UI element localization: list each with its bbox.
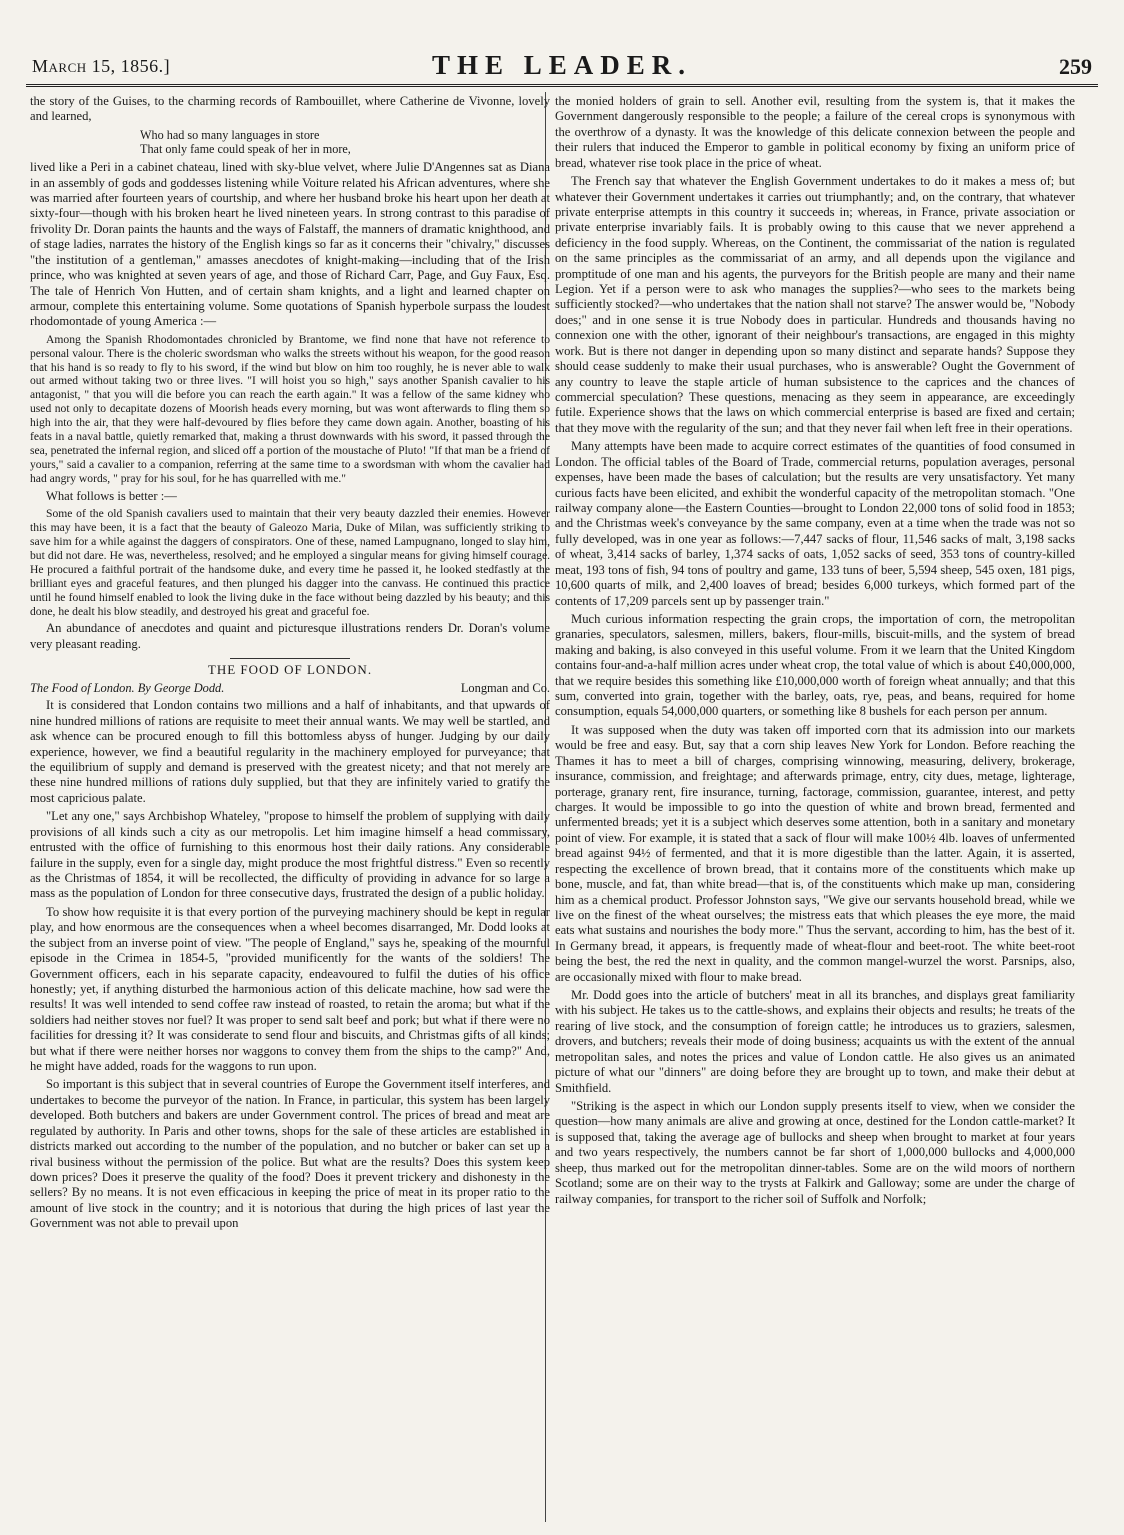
paragraph: To show how requisite it is that every portion of the purveying machinery should be kept in regular play, and how enormous are the consequences when a wheel becomes disarranged, Mr. Dodd looks at the subject from an inverse point of view. "The people of England," says he, speaking of the mournful episode in the Crimea in 1854-5, "provided munificently for the wants of the soldiers! The Government officers, each in his separate capacity, endeavoured to fulfil the duties of his office honestly; yet, if anything disturbed the harmonious action of this delicate machine, how sad were the results! It was well intended to send coffee raw instead of roasted, to retain the aroma; but what if the soldiers had neither stoves nor fuel? It was proper to send salt beef and pork; but what if there were no facilities for dressing it? It was considerate to send flour and biscuits, and Christmas gifts of all kinds; but what if there were neither horses nor waggons to convey them from the ships to the camp?" And, he might have added, roads for the waggons to run upon. xyxy=(30,904,550,1074)
verse-quote xyxy=(140,128,550,157)
page-header xyxy=(26,46,1098,87)
paragraph: lived like a Peri in a cabinet chateau, lined with sky-blue velvet, where Julie D'Angennes sat as Diana in an assembly of gods and goddesses listening while Voiture related his African adventures, where she was married after fourteen years of courtship, and where her husband broke his heart upon her death at sixty-four—though with his broken heart he lived nineteen years. In strong contrast to this paradise of frivolity Dr. Doran paints the haunts and the ways of Falstaff, the manners of dramatic knighthood, and of stage ladies, narrates the history of the English kings so far as it concerns their "chivalry," discusses "the institution of a gentleman," amasses anecdotes of knight-making—including that of the Irish prince, who was knighted at seven years of age, and those of Richard Carr, Page, and Guy Faux, Esq. The tale of Henrich Von Hutten, and of certain sham knights, and a light and learned chapter on armour, complete this entertaining volume. Some quotations of Spanish hyperbole surpass the loudest rhodomontade of young America :— xyxy=(30,160,550,329)
left-column xyxy=(30,94,550,1235)
section-rule xyxy=(230,658,350,659)
paragraph: "Let any one," says Archbishop Whateley, "propose to himself the problem of supplying with daily provisions of all kinds such a city as our metropolis. Let him imagine himself a head commissary, entrusted with the office of furnishing to this enormous host their daily rations. Any considerable failure in the supply, even for a single day, might produce the most frightful distress." Even so recently as the Christmas of 1854, it will be recollected, the difficulty of providing in advance for so large a mass as the population of London for three consecutive days, frustrated the design of a public holiday. xyxy=(30,809,550,901)
paragraph: Mr. Dodd goes into the article of butchers' meat in all its branches, and displays great familiarity with his subject. He takes us to the cattle-shows, and explains their objects and results; he treats of the rearing of live stock, and the consumption of foreign cattle; he introduces us to graziers, salesmen, drovers, and butchers; reveals their mode of doing business; acquaints us with the extent of the annual metropolitan sales, and notes the prices and value of London cattle. He also gives us an animated picture of what our "dinners" are doing before they are brought up to town, and make their debut at Smithfield. xyxy=(555,988,1075,1095)
quoted-passage: Among the Spanish Rhodomontades chronicled by Brantome, we find none that have not reference to personal valour. There is the choleric swordsman who walks the streets without his weapon, for the good reason that his hand is so ready to fly to his sword, if the wind but blow on him too roughly, he is never able to walk out armed without taking two or three lives. "I will hoist you so high," says another Spanish cavalier to his antagonist, " that you will die before you can reach the earth again." It was a fellow of the same kidney who used not only to decapitate dozens of Moorish heads every morning, but was wont afterwards to fling them so high into the air, that they were half-devoured by flies before they came down again. Another, boasting of his feats in a naval battle, quietly remarked that, making a thrust downwards with his sword, it passed through the sea, penetrated the infernal region, and sliced off a portion of the moustache of Pluto! "If that man be a friend of yours," said a cavalier to a companion, referring at the same time to a swordsman with whom the cavalier had had angry words, " pray for his soul, for he has quarrelled with me." xyxy=(30,332,550,485)
paragraph: Much curious information respecting the grain crops, the importation of corn, the metropolitan granaries, speculators, salesmen, millers, bakers, flour-mills, biscuit-mills, and the system of bread making and baking, is also conveyed in this useful volume. From it we learn that the United Kingdom contains four-and-a-half million acres under wheat crop, the total value of which is about £40,000,000, that we require besides this something like £10,000,000 worth of foreign wheat annually; and that this sum, converted into grain, together with the barley, oats, rye, peas, and beans, required for home consumption, equals 54,000,000 quarters, or something like 8 bushels for each person per annum. xyxy=(555,611,1075,719)
paragraph: "Striking is the aspect in which our London supply presents itself to view, when we consider the question—how many animals are alive and growing at once, destined for the London cattle-market? It is supposed that, taking the average age of bullocks and sheep when brought to market at four years and two years respectively, the numbers cannot be far short of 1,000,000 bullocks and 4,000,000 sheep, thus marked out for the metropolitan dinner-tables. Some are on the wild moors of northern Scotland; some are on their way to the trysts at Falkirk and Galloway; some are under the charge of railway companies, for transport to the richer soil of Suffolk and Norfolk; xyxy=(555,1099,1075,1206)
paragraph: The French say that whatever the English Government undertakes to do it makes a mess of; but whatever their Government undertakes it carries out triumphantly; and, on the contrary, that whatever private enterprise attempts in this country it succeeds in; whereas, in France, private association or private enterprise invariably fails. It is probably owing to this cause that we never apprehend a deficiency in the food supply. Whereas, on the Continent, the commissariat of the nation is regulated on the same principles as the commissariat of an army, and all depends upon the vigilance and promptitude of one man and his agents, the purveyors for the British people are many and their name Legion. Yet if a person were to ask who manages the supplies?—who sees to the markets being sufficiently stocked?—who undertakes that the nation shall not starve? The answer would be, "Nobody does;" and in one sense it is true Nobody does in particular. Hundreds and thousands having no connexion one with the other, ignorant of their neighbour's transactions, are engaged in this mighty work. But is there not danger in depending upon so many distinct and separate hands? Suppose they should cease suddenly to make their usual purchases, who is answerable? Ought the Government of any country to leave the staple article of human subsistence to the caprices and the chances of commercial speculation? These questions, menacing as they seem in appearance, are exceedingly futile. Experience shows that the laws on which commercial enterprise is based are fixed and certain; that they move with the regularity of the sun; and that they never fail when left free in their operations. xyxy=(555,174,1075,435)
masthead-title: THE LEADER. xyxy=(431,50,693,80)
paragraph: An abundance of anecdotes and quaint and picturesque illustrations renders Dr. Doran's volume very pleasant reading. xyxy=(30,621,550,651)
book-publisher: Longman and Co. xyxy=(460,681,550,696)
page-number: 259 xyxy=(1059,54,1092,79)
paragraph: So important is this subject that in several countries of Europe the Government itself interferes, and undertakes to become the purveyor of the nation. In France, in particular, this system has been largely developed. Both butchers and bakers are under Government control. The prices of bread and meat are regulated by authority. In Paris and other towns, shops for the sale of these articles are established in districts marked out according to the number of the population, and no butcher or baker can set up a rival business without the permission of the police. But what are the results? Does this system keep down prices? Does it preserve the quality of the food? Does it prevent trickery and dishonesty in the sellers? By no means. It is not even efficacious in keeping the price of meat in its proper ratio to the amount of live stock in the country; and it is notorious that during the high prices of last year the Government was not able to prevail upon xyxy=(30,1077,550,1231)
quoted-passage: Some of the old Spanish cavaliers used to maintain that their very beauty dazzled their enemies. However this may have been, it is a fact that the beauty of Galeozo Maria, Duke of Milan, was sufficiently striking to save him for a while against the daggers of conspirators. One of these, named Lampugnano, longed to slay him, but did not dare. He was, nevertheless, resolved; and he employed a singular means for giving himself courage. He procured a faithful portrait of the handsome duke, and every time he passed it, he looked stedfastly at the brilliant eyes and graceful features, and then plunged his dagger into the canvass. He continued this practice until he found himself enabled to look the living duke in the face without being dazzled by his beauty; and this done, he dealt his blow steadily, and destroyed his great and graceful foe. xyxy=(30,507,550,618)
paragraph: It is considered that London contains two millions and a half of inhabitants, and that upwards of nine hundred millions of rations are requisite to meet their annual wants. We may well be startled, and ask whence can be procured enough to fill this bottomless abyss of hunger. Judging by our daily experience, however, we find a beautiful regularity in the machinery employed for purveyance; that the equilibrium of supply and demand is preserved with the greatest nicety; and that not merely are these nine hundred millions of rations duly supplied, but that they are infinitely varied to gratify the most capricious palate. xyxy=(30,698,550,805)
verse-line: That only fame could speak of her in more, xyxy=(140,142,351,157)
paragraph: What follows is better :— xyxy=(46,488,177,503)
right-column xyxy=(555,94,1075,1210)
paragraph: the monied holders of grain to sell. Another evil, resulting from the system is, that it makes the Government dangerously responsible to the people; a failure of the cereal crops is synonymous with the overthrow of a dynasty. It was the knowledge of this delicate connexion between the people and their rulers that induced the Emperor to gamble in political economy by fixing an uniform price of bread, whatever rise took place in the price of wheat. xyxy=(555,94,1075,170)
issue-date: March 15, 1856.] xyxy=(32,56,171,76)
book-citation xyxy=(30,681,550,696)
book-title: The Food of London. By George Dodd. xyxy=(30,681,225,696)
section-title: THE FOOD OF LONDON. xyxy=(207,662,373,678)
verse-line: Who had so many languages in store xyxy=(140,127,320,142)
paragraph: Many attempts have been made to acquire correct estimates of the quantities of food consumed in London. The official tables of the Board of Trade, commercial returns, population averages, personal expenses, have been made the bases of calculation; but the results are very unsatisfactory. Yet many curious facts have been elicited, and exhibit the wonderful capacity of the metropolitan stomach. "One railway company alone—the Eastern Counties—brought to London 22,000 tons of solid food in 1853; and the Christmas week's conveyance by the same company, even at a time when the trade was not so fully developed, was in one year as follows:—7,447 sacks of flour, 11,546 sacks of malt, 3,198 sacks of wheat, 3,414 sacks of barley, 1,374 sacks of oats, 1,052 sacks of seed, 353 tons of country-killed meat, 193 tons of fish, 94 tons of poultry and game, 133 tuns of beer, 5,594 sheep, 545 oxen, 181 pigs, 10,600 quarts of milk, and 2,400 loaves of bread; besides 6,000 turkeys, which formed part of the contents of 17,209 parcels sent up by passenger train." xyxy=(555,439,1075,608)
paragraph: It was supposed when the duty was taken off imported corn that its admission into our markets would be free and easy. But, say that a corn ship leaves New York for London. Before reaching the Thames it has to meet a bill of charges, comprising winnowing, measuring, delivery, brokerage, insurance, commission, and freightage; and afterwards primage, entry, city dues, metage, lighterage, porterage, granary rent, fire insurance, turning, factorage, commission, guarantee, interest, and petty charges. It would be impossible to go into the question of white and brown bread, fermented and unfermented breads; yet it is a subject which deserves some attention, both in a sanitary and monetary point of view. For example, it is stated that a sack of flour will make 100½ 4lb. loaves of unfermented bread against 94½ of fermented, and that it is more digestible than the latter. Again, it is asserted, respecting the excellence of brown bread, that it contains more of the constituents which make up bone, muscle, and fat, than white bread—that is, of the constituents which make up man, considering him as a chemical product. Professor Johnston says, "We give our servants household bread, while we live on the finest of the wheat ourselves; the mistress eats that which pleases the eye more, the maid eats what sustains and nourishes the body more." Thus the servant, according to him, has the best of it. In Germany bread, it appears, is frequently made of wheat-flour and beet-root. The white beet-root being the best, the red the next in quality, and the common mangel-wurzel the worst. Parsnips, also, are occasionally mixed with flour to make bread. xyxy=(555,722,1075,984)
paragraph: the story of the Guises, to the charming records of Rambouillet, where Catherine de Vivonne, lovely and learned, xyxy=(30,94,550,124)
